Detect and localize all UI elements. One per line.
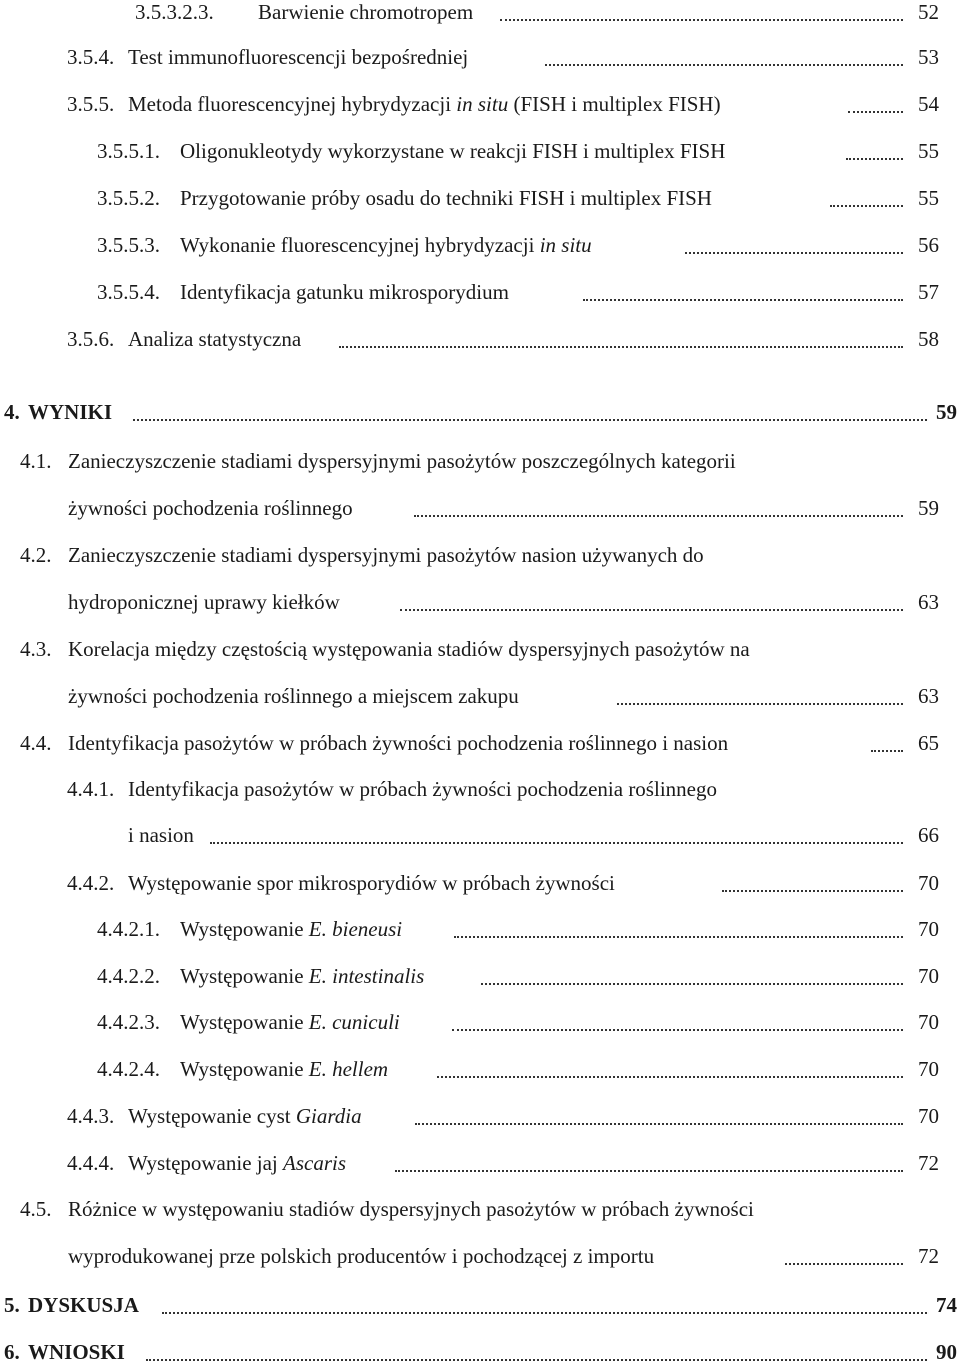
title-italic: Giardia bbox=[295, 1104, 362, 1128]
dot-leader bbox=[395, 1146, 903, 1180]
entry-number: 3.5.3.2.3. bbox=[135, 0, 214, 24]
title-italic: E. hellem bbox=[308, 1057, 389, 1081]
entry-number: 4.4. bbox=[20, 731, 52, 755]
entry-number: 4.1. bbox=[20, 449, 52, 473]
dot-leader bbox=[871, 726, 903, 760]
entry-number: 3.5.5.1. bbox=[97, 139, 160, 163]
toc-chapter[interactable] bbox=[0, 1288, 960, 1322]
toc-entry-continuation[interactable] bbox=[0, 679, 960, 713]
title-italic: Ascaris bbox=[283, 1151, 347, 1175]
toc-entry[interactable] bbox=[0, 632, 960, 666]
toc-entry[interactable] bbox=[0, 912, 960, 946]
entry-title-continuation: wyprodukowanej prze polskich producentów i pochodzącej z importu bbox=[68, 1244, 655, 1268]
toc-chapter[interactable] bbox=[0, 1335, 960, 1369]
dot-leader bbox=[583, 275, 903, 309]
dot-leader bbox=[339, 322, 903, 356]
entry-page: 72 bbox=[918, 1151, 939, 1175]
entry-title: Identyfikacja pasożytów w próbach żywności pochodzenia roślinnego i nasion bbox=[68, 731, 729, 755]
title-text: (FISH i multiplex FISH) bbox=[508, 92, 721, 116]
entry-number: 3.5.5.3. bbox=[97, 233, 160, 257]
entry-title bbox=[180, 959, 424, 993]
toc-entry-continuation[interactable] bbox=[0, 818, 960, 852]
entry-page: 55 bbox=[918, 139, 939, 163]
entry-title: DYSKUSJA bbox=[28, 1293, 139, 1317]
entry-number: 3.5.5.2. bbox=[97, 186, 160, 210]
dot-leader bbox=[210, 818, 903, 852]
title-italic: E. cuniculi bbox=[308, 1010, 400, 1034]
title-text: Występowanie cyst bbox=[128, 1104, 296, 1128]
entry-title bbox=[180, 228, 592, 262]
entry-number: 4.4.2. bbox=[67, 871, 115, 895]
toc-entry[interactable] bbox=[0, 0, 960, 29]
entry-title-continuation: hydroponicznej uprawy kiełków bbox=[68, 590, 340, 614]
dot-leader bbox=[414, 491, 903, 525]
entry-title: Identyfikacja pasożytów w próbach żywności pochodzenia roślinnego bbox=[128, 777, 717, 801]
entry-page: 74 bbox=[936, 1293, 957, 1317]
toc-entry[interactable] bbox=[0, 1146, 960, 1180]
entry-title bbox=[180, 1052, 388, 1086]
entry-title: Oligonukleotydy wykorzystane w reakcji FISH i multiplex FISH bbox=[180, 139, 726, 163]
toc-entry[interactable] bbox=[0, 866, 960, 900]
entry-title: Test immunofluorescencji bezpośredniej bbox=[128, 45, 469, 69]
entry-title: Barwienie chromotropem bbox=[258, 0, 474, 24]
entry-number: 4. bbox=[4, 400, 20, 424]
toc-entry[interactable] bbox=[0, 228, 960, 262]
entry-title: WNIOSKI bbox=[28, 1340, 125, 1364]
entry-number: 4.4.2.2. bbox=[97, 964, 160, 988]
dot-leader bbox=[452, 1005, 903, 1039]
toc-entry[interactable] bbox=[0, 959, 960, 993]
dot-leader bbox=[685, 228, 903, 262]
dot-leader bbox=[617, 679, 903, 713]
entry-page: 66 bbox=[918, 823, 939, 847]
entry-page: 70 bbox=[918, 1104, 939, 1128]
entry-page: 57 bbox=[918, 280, 939, 304]
entry-number: 4.4.2.4. bbox=[97, 1057, 160, 1081]
toc-entry-continuation[interactable] bbox=[0, 491, 960, 525]
entry-number: 3.5.5. bbox=[67, 92, 115, 116]
dot-leader bbox=[785, 1239, 903, 1273]
entry-title: Identyfikacja gatunku mikrosporydium bbox=[180, 280, 509, 304]
toc-entry-continuation[interactable] bbox=[0, 1239, 960, 1273]
entry-title bbox=[180, 912, 402, 946]
dot-leader bbox=[722, 866, 903, 900]
entry-title: Analiza statystyczna bbox=[128, 327, 302, 351]
entry-number: 4.4.4. bbox=[67, 1151, 115, 1175]
title-italic: E. bieneusi bbox=[308, 917, 403, 941]
dot-leader bbox=[830, 181, 903, 215]
entry-number: 3.5.4. bbox=[67, 45, 115, 69]
toc-entry[interactable] bbox=[0, 538, 960, 572]
entry-title: Różnice w występowaniu stadiów dyspersyjnych pasożytów w próbach żywności bbox=[68, 1197, 754, 1221]
entry-page: 70 bbox=[918, 871, 939, 895]
toc-entry[interactable] bbox=[0, 1192, 960, 1226]
dot-leader bbox=[400, 585, 903, 619]
entry-title: Zanieczyszczenie stadiami dyspersyjnymi pasożytów poszczególnych kategorii bbox=[68, 449, 736, 473]
toc-entry[interactable] bbox=[0, 275, 960, 309]
toc-entry[interactable] bbox=[0, 322, 960, 356]
entry-number: 4.4.1. bbox=[67, 777, 115, 801]
entry-title-continuation: żywności pochodzenia roślinnego a miejscem zakupu bbox=[68, 684, 519, 708]
dot-leader bbox=[848, 87, 903, 121]
dot-leader bbox=[162, 1288, 927, 1322]
entry-title: Przygotowanie próby osadu do techniki FISH i multiplex FISH bbox=[180, 186, 712, 210]
entry-title bbox=[128, 87, 721, 121]
entry-page: 63 bbox=[918, 590, 939, 614]
entry-number: 4.4.3. bbox=[67, 1104, 115, 1128]
dot-leader bbox=[437, 1052, 903, 1086]
dot-leader bbox=[146, 1335, 927, 1369]
title-italic: in situ bbox=[539, 233, 592, 257]
entry-page: 54 bbox=[918, 92, 939, 116]
toc-entry[interactable] bbox=[0, 134, 960, 168]
entry-page: 56 bbox=[918, 233, 939, 257]
title-italic: E. intestinalis bbox=[308, 964, 425, 988]
toc-entry[interactable] bbox=[0, 40, 960, 74]
entry-page: 70 bbox=[918, 1010, 939, 1034]
toc-entry-continuation[interactable] bbox=[0, 585, 960, 619]
entry-number: 6. bbox=[4, 1340, 20, 1364]
entry-number: 3.5.6. bbox=[67, 327, 115, 351]
toc-chapter[interactable] bbox=[0, 395, 960, 429]
toc-entry[interactable] bbox=[0, 181, 960, 215]
entry-page: 53 bbox=[918, 45, 939, 69]
entry-page: 72 bbox=[918, 1244, 939, 1268]
title-text: Występowanie bbox=[180, 1057, 309, 1081]
title-text: Występowanie bbox=[180, 964, 309, 988]
toc-entry[interactable] bbox=[0, 1099, 960, 1133]
entry-page: 70 bbox=[918, 964, 939, 988]
entry-title: Zanieczyszczenie stadiami dyspersyjnymi pasożytów nasion używanych do bbox=[68, 543, 704, 567]
entry-page: 63 bbox=[918, 684, 939, 708]
entry-page: 90 bbox=[936, 1340, 957, 1364]
title-text: Wykonanie fluorescencyjnej hybrydyzacji bbox=[180, 233, 540, 257]
title-text: Występowanie bbox=[180, 1010, 309, 1034]
dot-leader bbox=[846, 134, 903, 168]
dot-leader bbox=[133, 395, 927, 429]
entry-title bbox=[128, 1099, 362, 1133]
dot-leader bbox=[415, 1099, 903, 1133]
entry-page: 59 bbox=[936, 400, 957, 424]
dot-leader bbox=[500, 0, 903, 29]
dot-leader bbox=[454, 912, 903, 946]
entry-number: 4.4.2.1. bbox=[97, 917, 160, 941]
entry-title: Korelacja między częstością występowania stadiów dyspersyjnych pasożytów na bbox=[68, 637, 750, 661]
entry-number: 4.4.2.3. bbox=[97, 1010, 160, 1034]
title-text: Występowanie jaj bbox=[128, 1151, 284, 1175]
entry-title-continuation: i nasion bbox=[128, 823, 194, 847]
entry-page: 70 bbox=[918, 917, 939, 941]
toc-entry[interactable] bbox=[0, 1052, 960, 1086]
entry-number: 4.2. bbox=[20, 543, 52, 567]
dot-leader bbox=[481, 959, 903, 993]
toc-entry[interactable] bbox=[0, 1005, 960, 1039]
dot-leader bbox=[545, 40, 903, 74]
entry-title-continuation: żywności pochodzenia roślinnego bbox=[68, 496, 353, 520]
entry-title: WYNIKI bbox=[28, 400, 113, 424]
entry-title bbox=[128, 1146, 346, 1180]
entry-page: 58 bbox=[918, 327, 939, 351]
entry-title: Występowanie spor mikrosporydiów w próbach żywności bbox=[128, 871, 615, 895]
entry-page: 70 bbox=[918, 1057, 939, 1081]
entry-number: 4.3. bbox=[20, 637, 52, 661]
entry-page: 55 bbox=[918, 186, 939, 210]
title-italic: in situ bbox=[456, 92, 509, 116]
entry-number: 4.5. bbox=[20, 1197, 52, 1221]
entry-page: 65 bbox=[918, 731, 939, 755]
entry-number: 3.5.5.4. bbox=[97, 280, 160, 304]
entry-number: 5. bbox=[4, 1293, 20, 1317]
entry-title bbox=[180, 1005, 400, 1039]
toc-entry[interactable] bbox=[0, 726, 960, 760]
entry-page: 59 bbox=[918, 496, 939, 520]
entry-page: 52 bbox=[918, 0, 939, 24]
toc-entry[interactable] bbox=[0, 87, 960, 121]
title-text: Występowanie bbox=[180, 917, 309, 941]
toc-entry[interactable] bbox=[0, 772, 960, 806]
title-text: Metoda fluorescencyjnej hybrydyzacji bbox=[128, 92, 457, 116]
toc-entry[interactable] bbox=[0, 444, 960, 478]
